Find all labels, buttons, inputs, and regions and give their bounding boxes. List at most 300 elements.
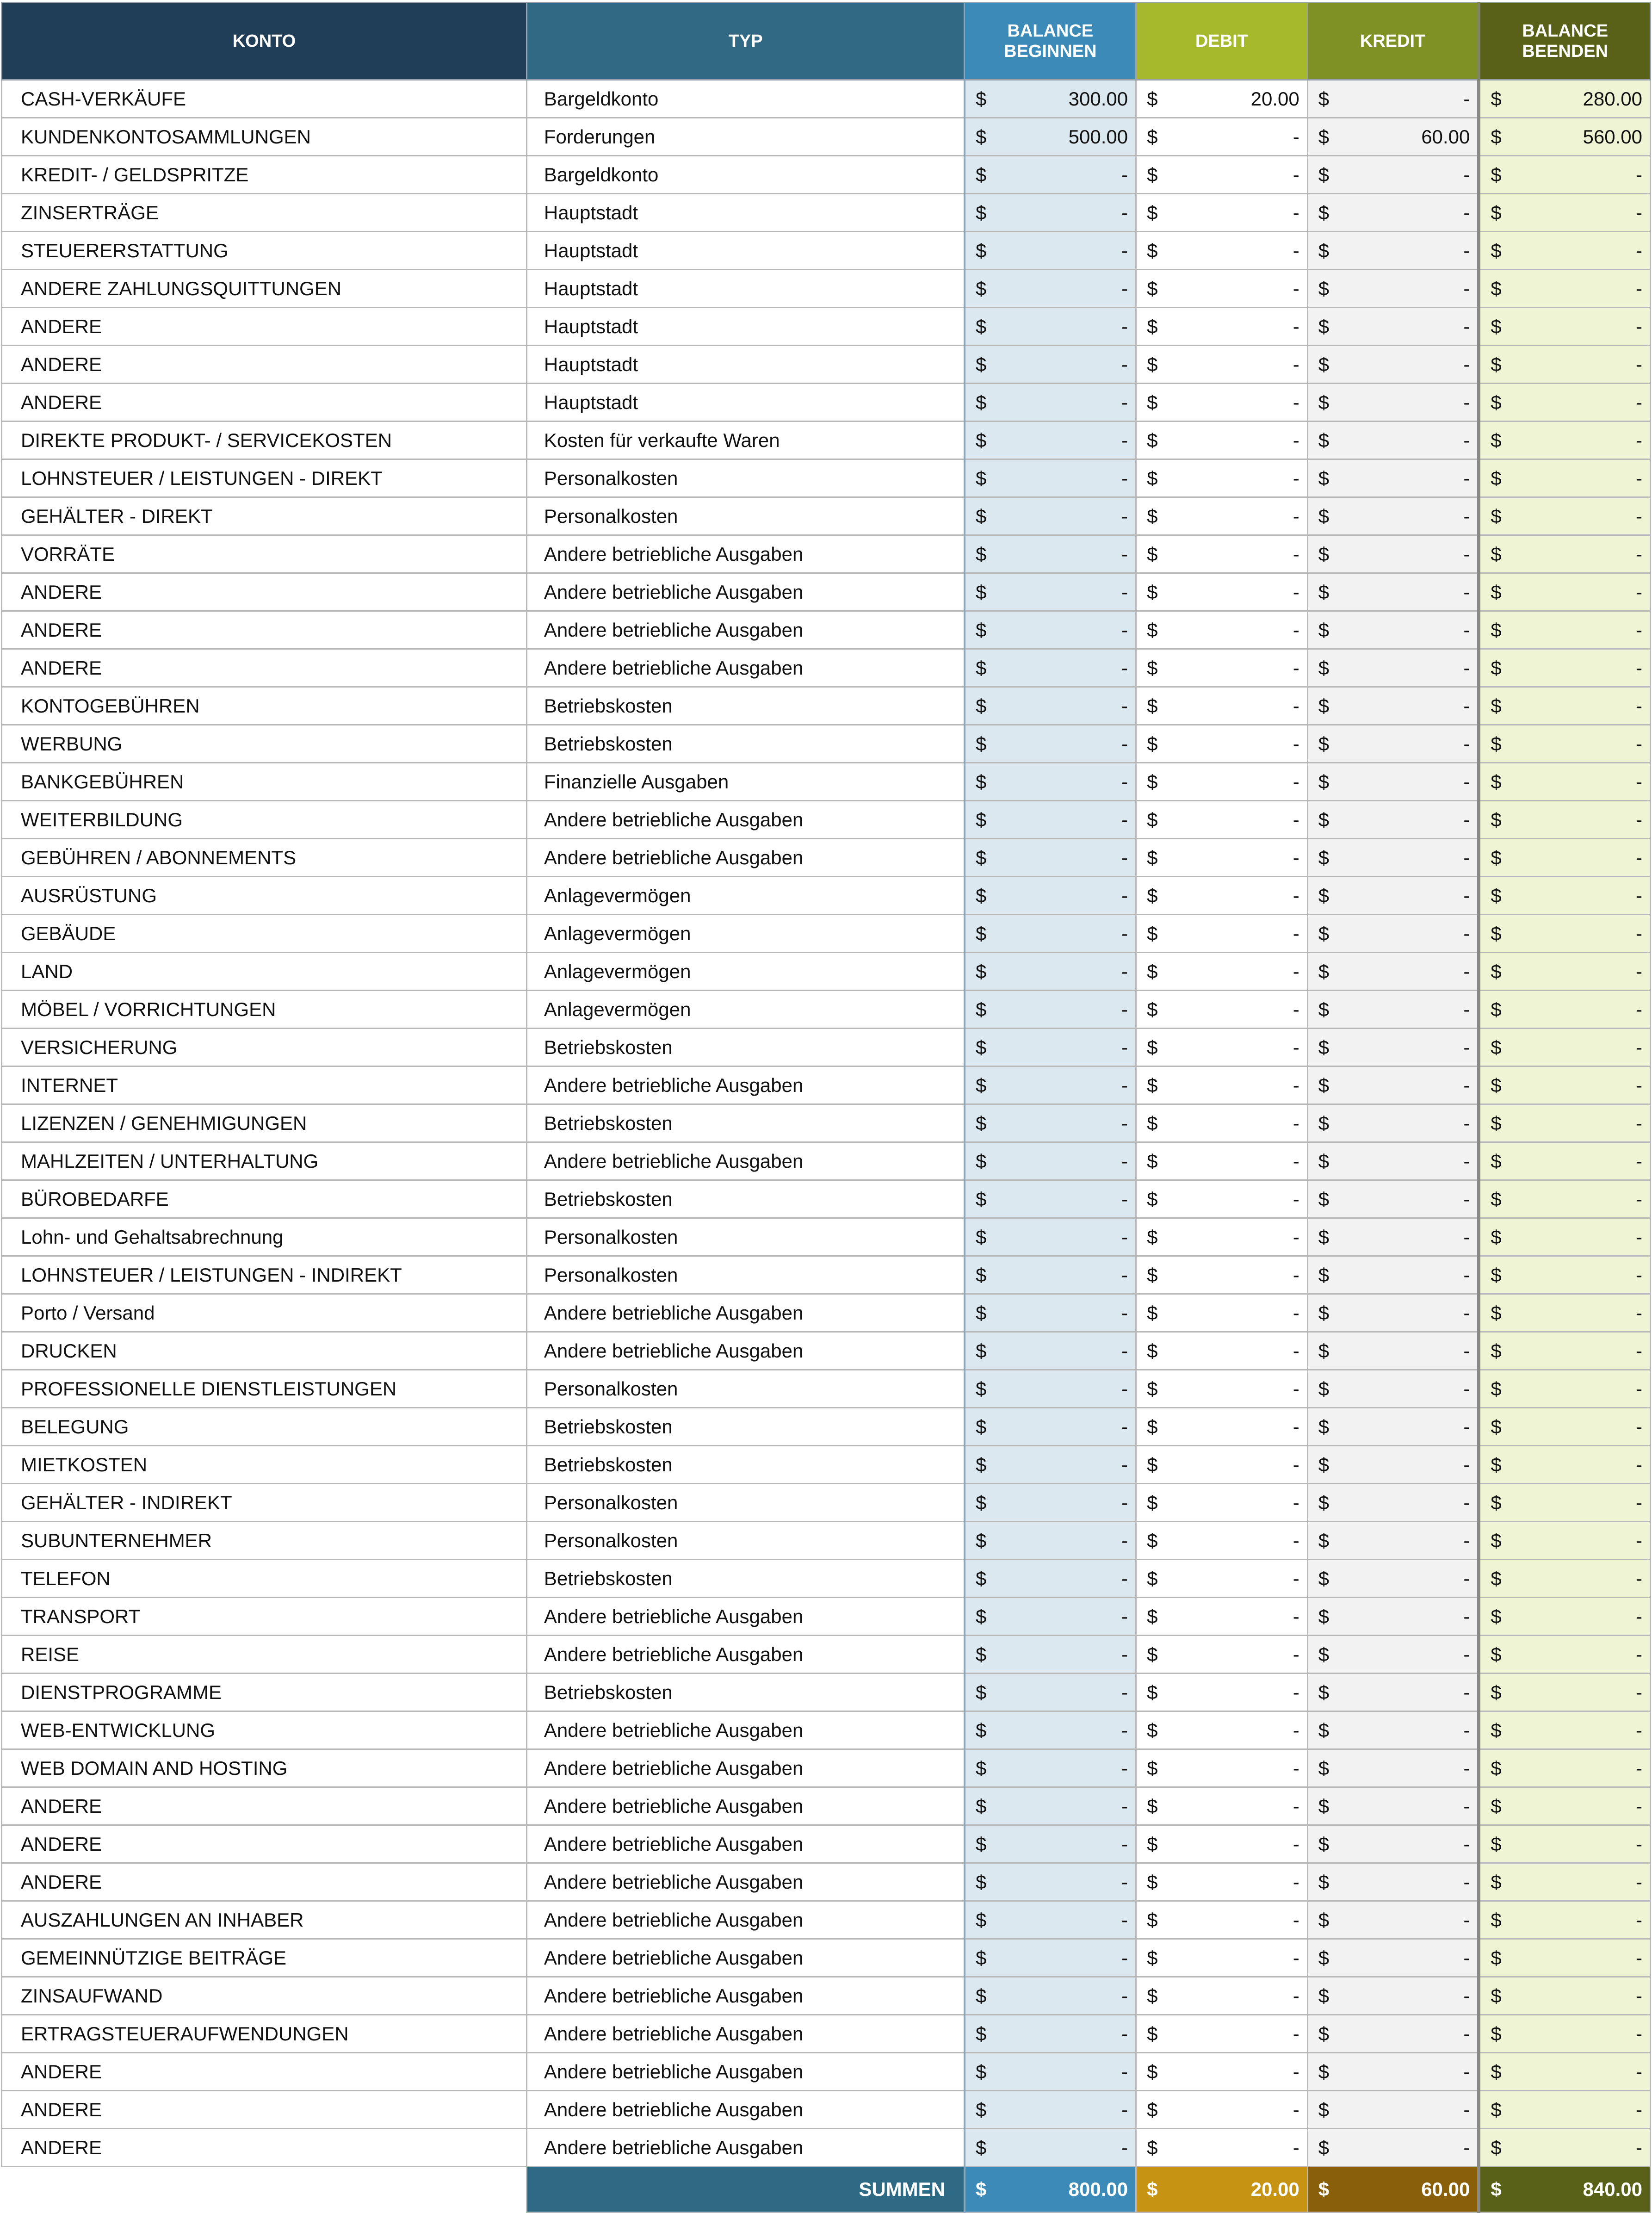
cell-balance-beenden[interactable] <box>1479 1522 1651 1560</box>
cell-balance-beenden[interactable] <box>1479 877 1651 915</box>
cell-balance-beenden[interactable] <box>1479 459 1651 497</box>
cell-typ[interactable]: Andere betriebliche Ausgaben <box>526 1787 965 1825</box>
cell-balance-beginnen[interactable] <box>965 80 1136 118</box>
cell-konto[interactable]: INTERNET <box>2 1066 527 1104</box>
cell-typ[interactable]: Andere betriebliche Ausgaben <box>526 839 965 877</box>
cell-typ[interactable]: Hauptstadt <box>526 346 965 384</box>
cell-typ[interactable]: Personalkosten <box>526 1256 965 1294</box>
cell-kredit[interactable] <box>1307 1180 1479 1218</box>
cell-balance-beginnen[interactable] <box>965 1104 1136 1142</box>
cell-debit[interactable] <box>1136 1370 1308 1408</box>
cell-kredit[interactable] <box>1307 232 1479 270</box>
cell-balance-beenden[interactable] <box>1479 232 1651 270</box>
cell-kredit[interactable] <box>1307 308 1479 346</box>
cell-balance-beginnen[interactable] <box>965 611 1136 649</box>
cell-konto[interactable]: ANDERE <box>2 611 527 649</box>
cell-debit[interactable] <box>1136 991 1308 1029</box>
cell-balance-beenden[interactable] <box>1479 1749 1651 1787</box>
cell-konto[interactable]: TELEFON <box>2 1560 527 1598</box>
cell-balance-beginnen[interactable] <box>965 156 1136 194</box>
cell-konto[interactable]: ANDERE <box>2 2053 527 2091</box>
cell-kredit[interactable] <box>1307 1939 1479 1977</box>
cell-konto[interactable]: Lohn- und Gehaltsabrechnung <box>2 1218 527 1256</box>
cell-typ[interactable]: Andere betriebliche Ausgaben <box>526 1977 965 2015</box>
cell-typ[interactable]: Personalkosten <box>526 1484 965 1522</box>
total-balance-beginnen[interactable] <box>965 2167 1136 2213</box>
cell-debit[interactable] <box>1136 877 1308 915</box>
cell-balance-beginnen[interactable] <box>965 1863 1136 1901</box>
cell-typ[interactable]: Andere betriebliche Ausgaben <box>526 611 965 649</box>
cell-konto[interactable]: ANDERE <box>2 2091 527 2129</box>
cell-balance-beenden[interactable] <box>1479 1142 1651 1180</box>
cell-typ[interactable]: Betriebskosten <box>526 1446 965 1484</box>
cell-debit[interactable] <box>1136 194 1308 232</box>
cell-balance-beginnen[interactable] <box>965 573 1136 611</box>
cell-balance-beenden[interactable] <box>1479 80 1651 118</box>
cell-balance-beenden[interactable] <box>1479 1066 1651 1104</box>
cell-debit[interactable] <box>1136 422 1308 459</box>
cell-balance-beenden[interactable] <box>1479 915 1651 953</box>
cell-balance-beenden[interactable] <box>1479 953 1651 991</box>
cell-balance-beginnen[interactable] <box>965 1218 1136 1256</box>
cell-kredit[interactable] <box>1307 2015 1479 2053</box>
cell-konto[interactable]: ERTRAGSTEUERAUFWENDUNGEN <box>2 2015 527 2053</box>
cell-kredit[interactable] <box>1307 1749 1479 1787</box>
cell-balance-beginnen[interactable] <box>965 1711 1136 1749</box>
cell-typ[interactable]: Personalkosten <box>526 459 965 497</box>
cell-balance-beenden[interactable] <box>1479 308 1651 346</box>
cell-typ[interactable]: Andere betriebliche Ausgaben <box>526 801 965 839</box>
totals-label[interactable]: SUMMEN <box>526 2167 965 2213</box>
cell-konto[interactable]: GEHÄLTER - INDIREKT <box>2 1484 527 1522</box>
cell-balance-beenden[interactable] <box>1479 1825 1651 1863</box>
cell-balance-beginnen[interactable] <box>965 308 1136 346</box>
cell-kredit[interactable] <box>1307 801 1479 839</box>
cell-balance-beenden[interactable] <box>1479 1711 1651 1749</box>
cell-balance-beenden[interactable] <box>1479 573 1651 611</box>
cell-kredit[interactable] <box>1307 649 1479 687</box>
cell-konto[interactable]: VERSICHERUNG <box>2 1029 527 1066</box>
cell-balance-beenden[interactable] <box>1479 1104 1651 1142</box>
cell-typ[interactable]: Kosten für verkaufte Waren <box>526 422 965 459</box>
cell-konto[interactable]: LAND <box>2 953 527 991</box>
cell-konto[interactable]: LIZENZEN / GENEHMIGUNGEN <box>2 1104 527 1142</box>
cell-balance-beginnen[interactable] <box>965 1332 1136 1370</box>
cell-balance-beenden[interactable] <box>1479 1901 1651 1939</box>
cell-typ[interactable]: Betriebskosten <box>526 1408 965 1446</box>
total-balance-beenden[interactable] <box>1479 2167 1651 2213</box>
cell-balance-beenden[interactable] <box>1479 1977 1651 2015</box>
cell-kredit[interactable] <box>1307 1711 1479 1749</box>
cell-kredit[interactable] <box>1307 915 1479 953</box>
cell-balance-beenden[interactable] <box>1479 801 1651 839</box>
cell-balance-beginnen[interactable] <box>965 649 1136 687</box>
column-header-balance-beginnen[interactable]: BALANCE BEGINNEN <box>965 3 1136 80</box>
cell-balance-beginnen[interactable] <box>965 687 1136 725</box>
cell-debit[interactable] <box>1136 1029 1308 1066</box>
cell-debit[interactable] <box>1136 1218 1308 1256</box>
total-kredit[interactable] <box>1307 2167 1479 2213</box>
cell-debit[interactable] <box>1136 1825 1308 1863</box>
cell-balance-beginnen[interactable] <box>965 1825 1136 1863</box>
cell-balance-beginnen[interactable] <box>965 839 1136 877</box>
cell-debit[interactable] <box>1136 953 1308 991</box>
cell-balance-beenden[interactable] <box>1479 649 1651 687</box>
column-header-konto[interactable]: KONTO <box>2 3 527 80</box>
cell-typ[interactable]: Anlagevermögen <box>526 991 965 1029</box>
cell-typ[interactable]: Andere betriebliche Ausgaben <box>526 2053 965 2091</box>
cell-balance-beginnen[interactable] <box>965 2053 1136 2091</box>
cell-konto[interactable]: CASH-VERKÄUFE <box>2 80 527 118</box>
cell-typ[interactable]: Anlagevermögen <box>526 953 965 991</box>
cell-konto[interactable]: LOHNSTEUER / LEISTUNGEN - INDIREKT <box>2 1256 527 1294</box>
cell-kredit[interactable] <box>1307 422 1479 459</box>
cell-typ[interactable]: Betriebskosten <box>526 1104 965 1142</box>
cell-debit[interactable] <box>1136 1560 1308 1598</box>
cell-kredit[interactable] <box>1307 953 1479 991</box>
cell-debit[interactable] <box>1136 725 1308 763</box>
cell-balance-beginnen[interactable] <box>965 194 1136 232</box>
cell-kredit[interactable] <box>1307 1863 1479 1901</box>
cell-konto[interactable]: GEBÄUDE <box>2 915 527 953</box>
cell-balance-beginnen[interactable] <box>965 1636 1136 1674</box>
cell-typ[interactable]: Betriebskosten <box>526 1560 965 1598</box>
cell-konto[interactable]: ZINSAUFWAND <box>2 1977 527 2015</box>
cell-typ[interactable]: Hauptstadt <box>526 194 965 232</box>
cell-balance-beenden[interactable] <box>1479 1332 1651 1370</box>
cell-balance-beginnen[interactable] <box>965 953 1136 991</box>
cell-balance-beginnen[interactable] <box>965 725 1136 763</box>
cell-konto[interactable]: ANDERE <box>2 346 527 384</box>
column-header-kredit[interactable]: KREDIT <box>1307 3 1479 80</box>
cell-typ[interactable]: Andere betriebliche Ausgaben <box>526 535 965 573</box>
cell-kredit[interactable] <box>1307 2129 1479 2167</box>
cell-balance-beenden[interactable] <box>1479 1787 1651 1825</box>
cell-typ[interactable]: Andere betriebliche Ausgaben <box>526 1332 965 1370</box>
cell-balance-beginnen[interactable] <box>965 118 1136 156</box>
cell-balance-beenden[interactable] <box>1479 384 1651 422</box>
cell-debit[interactable] <box>1136 1142 1308 1180</box>
cell-kredit[interactable] <box>1307 1294 1479 1332</box>
cell-balance-beginnen[interactable] <box>965 497 1136 535</box>
cell-konto[interactable]: WEB DOMAIN AND HOSTING <box>2 1749 527 1787</box>
cell-kredit[interactable] <box>1307 1522 1479 1560</box>
cell-balance-beginnen[interactable] <box>965 1484 1136 1522</box>
cell-debit[interactable] <box>1136 2015 1308 2053</box>
cell-debit[interactable] <box>1136 497 1308 535</box>
cell-balance-beenden[interactable] <box>1479 1939 1651 1977</box>
cell-balance-beginnen[interactable] <box>965 1142 1136 1180</box>
cell-balance-beenden[interactable] <box>1479 2015 1651 2053</box>
cell-typ[interactable]: Bargeldkonto <box>526 80 965 118</box>
cell-typ[interactable]: Andere betriebliche Ausgaben <box>526 649 965 687</box>
cell-kredit[interactable] <box>1307 1332 1479 1370</box>
cell-kredit[interactable] <box>1307 118 1479 156</box>
cell-balance-beginnen[interactable] <box>965 1674 1136 1711</box>
cell-balance-beginnen[interactable] <box>965 1256 1136 1294</box>
cell-kredit[interactable] <box>1307 1446 1479 1484</box>
cell-konto[interactable]: VORRÄTE <box>2 535 527 573</box>
cell-debit[interactable] <box>1136 384 1308 422</box>
cell-typ[interactable]: Betriebskosten <box>526 687 965 725</box>
cell-konto[interactable]: ZINSERTRÄGE <box>2 194 527 232</box>
cell-typ[interactable]: Personalkosten <box>526 1522 965 1560</box>
cell-debit[interactable] <box>1136 573 1308 611</box>
cell-balance-beenden[interactable] <box>1479 1863 1651 1901</box>
cell-balance-beginnen[interactable] <box>965 1370 1136 1408</box>
cell-debit[interactable] <box>1136 1863 1308 1901</box>
cell-debit[interactable] <box>1136 270 1308 308</box>
cell-kredit[interactable] <box>1307 1901 1479 1939</box>
cell-debit[interactable] <box>1136 535 1308 573</box>
cell-konto[interactable]: PROFESSIONELLE DIENSTLEISTUNGEN <box>2 1370 527 1408</box>
cell-konto[interactable]: BANKGEBÜHREN <box>2 763 527 801</box>
cell-kredit[interactable] <box>1307 270 1479 308</box>
cell-kredit[interactable] <box>1307 725 1479 763</box>
cell-typ[interactable]: Betriebskosten <box>526 1674 965 1711</box>
cell-balance-beenden[interactable] <box>1479 156 1651 194</box>
cell-kredit[interactable] <box>1307 497 1479 535</box>
cell-balance-beenden[interactable] <box>1479 839 1651 877</box>
cell-balance-beginnen[interactable] <box>965 1749 1136 1787</box>
cell-konto[interactable]: ANDERE <box>2 1863 527 1901</box>
cell-konto[interactable]: WEITERBILDUNG <box>2 801 527 839</box>
column-header-balance-beenden[interactable]: BALANCE BEENDEN <box>1479 3 1651 80</box>
cell-konto[interactable]: ANDERE <box>2 1787 527 1825</box>
cell-typ[interactable]: Forderungen <box>526 118 965 156</box>
cell-balance-beginnen[interactable] <box>965 1522 1136 1560</box>
cell-konto[interactable]: MÖBEL / VORRICHTUNGEN <box>2 991 527 1029</box>
cell-kredit[interactable] <box>1307 1787 1479 1825</box>
cell-balance-beginnen[interactable] <box>965 1066 1136 1104</box>
cell-balance-beenden[interactable] <box>1479 1218 1651 1256</box>
cell-kredit[interactable] <box>1307 991 1479 1029</box>
cell-balance-beginnen[interactable] <box>965 1787 1136 1825</box>
cell-balance-beginnen[interactable] <box>965 915 1136 953</box>
cell-balance-beginnen[interactable] <box>965 2129 1136 2167</box>
cell-konto[interactable]: ANDERE <box>2 384 527 422</box>
cell-kredit[interactable] <box>1307 1598 1479 1636</box>
cell-balance-beenden[interactable] <box>1479 1674 1651 1711</box>
cell-kredit[interactable] <box>1307 877 1479 915</box>
cell-typ[interactable]: Finanzielle Ausgaben <box>526 763 965 801</box>
cell-konto[interactable]: BÜROBEDARFE <box>2 1180 527 1218</box>
cell-balance-beenden[interactable] <box>1479 1598 1651 1636</box>
cell-kredit[interactable] <box>1307 1636 1479 1674</box>
cell-balance-beginnen[interactable] <box>965 1408 1136 1446</box>
cell-debit[interactable] <box>1136 2091 1308 2129</box>
cell-balance-beenden[interactable] <box>1479 1256 1651 1294</box>
cell-typ[interactable]: Andere betriebliche Ausgaben <box>526 1711 965 1749</box>
cell-kredit[interactable] <box>1307 1977 1479 2015</box>
cell-debit[interactable] <box>1136 1294 1308 1332</box>
cell-typ[interactable]: Anlagevermögen <box>526 877 965 915</box>
cell-kredit[interactable] <box>1307 1408 1479 1446</box>
cell-konto[interactable]: ANDERE <box>2 1825 527 1863</box>
cell-balance-beenden[interactable] <box>1479 535 1651 573</box>
cell-debit[interactable] <box>1136 915 1308 953</box>
cell-konto[interactable]: TRANSPORT <box>2 1598 527 1636</box>
cell-konto[interactable]: DRUCKEN <box>2 1332 527 1370</box>
cell-kredit[interactable] <box>1307 573 1479 611</box>
cell-typ[interactable]: Anlagevermögen <box>526 915 965 953</box>
cell-balance-beenden[interactable] <box>1479 2091 1651 2129</box>
cell-debit[interactable] <box>1136 649 1308 687</box>
cell-balance-beenden[interactable] <box>1479 497 1651 535</box>
cell-konto[interactable]: ANDERE <box>2 649 527 687</box>
cell-typ[interactable]: Andere betriebliche Ausgaben <box>526 1901 965 1939</box>
cell-kredit[interactable] <box>1307 1256 1479 1294</box>
cell-debit[interactable] <box>1136 1636 1308 1674</box>
cell-balance-beginnen[interactable] <box>965 459 1136 497</box>
cell-typ[interactable]: Andere betriebliche Ausgaben <box>526 1636 965 1674</box>
cell-typ[interactable]: Andere betriebliche Ausgaben <box>526 1598 965 1636</box>
cell-debit[interactable] <box>1136 1674 1308 1711</box>
cell-kredit[interactable] <box>1307 459 1479 497</box>
cell-balance-beginnen[interactable] <box>965 2015 1136 2053</box>
cell-konto[interactable]: DIREKTE PRODUKT- / SERVICEKOSTEN <box>2 422 527 459</box>
cell-balance-beenden[interactable] <box>1479 194 1651 232</box>
cell-kredit[interactable] <box>1307 156 1479 194</box>
cell-typ[interactable]: Betriebskosten <box>526 725 965 763</box>
cell-debit[interactable] <box>1136 308 1308 346</box>
cell-balance-beenden[interactable] <box>1479 346 1651 384</box>
cell-konto[interactable]: ANDERE <box>2 308 527 346</box>
cell-debit[interactable] <box>1136 1749 1308 1787</box>
cell-debit[interactable] <box>1136 687 1308 725</box>
cell-typ[interactable]: Personalkosten <box>526 497 965 535</box>
cell-kredit[interactable] <box>1307 1484 1479 1522</box>
cell-balance-beenden[interactable] <box>1479 725 1651 763</box>
cell-balance-beenden[interactable] <box>1479 1408 1651 1446</box>
cell-balance-beginnen[interactable] <box>965 422 1136 459</box>
cell-kredit[interactable] <box>1307 1029 1479 1066</box>
cell-typ[interactable]: Andere betriebliche Ausgaben <box>526 573 965 611</box>
cell-typ[interactable]: Hauptstadt <box>526 270 965 308</box>
cell-kredit[interactable] <box>1307 1066 1479 1104</box>
cell-konto[interactable]: LOHNSTEUER / LEISTUNGEN - DIREKT <box>2 459 527 497</box>
cell-balance-beenden[interactable] <box>1479 1636 1651 1674</box>
cell-balance-beenden[interactable] <box>1479 1560 1651 1598</box>
cell-debit[interactable] <box>1136 1711 1308 1749</box>
cell-typ[interactable]: Hauptstadt <box>526 308 965 346</box>
cell-kredit[interactable] <box>1307 1142 1479 1180</box>
cell-konto[interactable]: AUSRÜSTUNG <box>2 877 527 915</box>
cell-balance-beginnen[interactable] <box>965 991 1136 1029</box>
cell-debit[interactable] <box>1136 763 1308 801</box>
cell-balance-beginnen[interactable] <box>965 801 1136 839</box>
cell-debit[interactable] <box>1136 1256 1308 1294</box>
cell-balance-beenden[interactable] <box>1479 1370 1651 1408</box>
cell-typ[interactable]: Andere betriebliche Ausgaben <box>526 1863 965 1901</box>
cell-konto[interactable]: KONTOGEBÜHREN <box>2 687 527 725</box>
cell-kredit[interactable] <box>1307 611 1479 649</box>
cell-kredit[interactable] <box>1307 346 1479 384</box>
cell-kredit[interactable] <box>1307 763 1479 801</box>
cell-typ[interactable]: Andere betriebliche Ausgaben <box>526 1066 965 1104</box>
cell-balance-beginnen[interactable] <box>965 232 1136 270</box>
cell-typ[interactable]: Betriebskosten <box>526 1029 965 1066</box>
cell-debit[interactable] <box>1136 1787 1308 1825</box>
cell-debit[interactable] <box>1136 1180 1308 1218</box>
cell-typ[interactable]: Betriebskosten <box>526 1180 965 1218</box>
cell-balance-beenden[interactable] <box>1479 1180 1651 1218</box>
cell-typ[interactable]: Personalkosten <box>526 1218 965 1256</box>
cell-kredit[interactable] <box>1307 687 1479 725</box>
cell-balance-beenden[interactable] <box>1479 1029 1651 1066</box>
cell-balance-beginnen[interactable] <box>965 763 1136 801</box>
cell-typ[interactable]: Hauptstadt <box>526 232 965 270</box>
cell-debit[interactable] <box>1136 611 1308 649</box>
cell-debit[interactable] <box>1136 1408 1308 1446</box>
cell-balance-beenden[interactable] <box>1479 422 1651 459</box>
cell-debit[interactable] <box>1136 839 1308 877</box>
cell-balance-beenden[interactable] <box>1479 611 1651 649</box>
cell-konto[interactable]: STEUERERSTATTUNG <box>2 232 527 270</box>
cell-konto[interactable]: Porto / Versand <box>2 1294 527 1332</box>
cell-debit[interactable] <box>1136 1598 1308 1636</box>
cell-konto[interactable]: ANDERE ZAHLUNGSQUITTUNGEN <box>2 270 527 308</box>
cell-debit[interactable] <box>1136 1332 1308 1370</box>
cell-konto[interactable]: MIETKOSTEN <box>2 1446 527 1484</box>
cell-konto[interactable]: BELEGUNG <box>2 1408 527 1446</box>
cell-konto[interactable]: GEBÜHREN / ABONNEMENTS <box>2 839 527 877</box>
cell-debit[interactable] <box>1136 80 1308 118</box>
cell-konto[interactable]: WEB-ENTWICKLUNG <box>2 1711 527 1749</box>
cell-konto[interactable]: KREDIT- / GELDSPRITZE <box>2 156 527 194</box>
column-header-debit[interactable]: DEBIT <box>1136 3 1308 80</box>
cell-konto[interactable]: ANDERE <box>2 2129 527 2167</box>
cell-balance-beenden[interactable] <box>1479 270 1651 308</box>
cell-debit[interactable] <box>1136 2053 1308 2091</box>
cell-kredit[interactable] <box>1307 1370 1479 1408</box>
cell-debit[interactable] <box>1136 1977 1308 2015</box>
cell-balance-beginnen[interactable] <box>965 535 1136 573</box>
cell-balance-beginnen[interactable] <box>965 1560 1136 1598</box>
cell-debit[interactable] <box>1136 459 1308 497</box>
cell-balance-beginnen[interactable] <box>965 877 1136 915</box>
cell-kredit[interactable] <box>1307 1825 1479 1863</box>
cell-balance-beginnen[interactable] <box>965 2091 1136 2129</box>
cell-typ[interactable]: Hauptstadt <box>526 384 965 422</box>
cell-balance-beginnen[interactable] <box>965 346 1136 384</box>
cell-typ[interactable]: Bargeldkonto <box>526 156 965 194</box>
cell-debit[interactable] <box>1136 118 1308 156</box>
cell-debit[interactable] <box>1136 1901 1308 1939</box>
cell-debit[interactable] <box>1136 1939 1308 1977</box>
cell-balance-beginnen[interactable] <box>965 1598 1136 1636</box>
cell-konto[interactable]: DIENSTPROGRAMME <box>2 1674 527 1711</box>
cell-typ[interactable]: Personalkosten <box>526 1370 965 1408</box>
cell-typ[interactable]: Andere betriebliche Ausgaben <box>526 2091 965 2129</box>
cell-debit[interactable] <box>1136 232 1308 270</box>
cell-typ[interactable]: Andere betriebliche Ausgaben <box>526 1825 965 1863</box>
cell-kredit[interactable] <box>1307 194 1479 232</box>
column-header-typ[interactable]: TYP <box>526 3 965 80</box>
cell-kredit[interactable] <box>1307 2053 1479 2091</box>
cell-kredit[interactable] <box>1307 1218 1479 1256</box>
cell-typ[interactable]: Andere betriebliche Ausgaben <box>526 1294 965 1332</box>
cell-kredit[interactable] <box>1307 1674 1479 1711</box>
cell-balance-beenden[interactable] <box>1479 687 1651 725</box>
cell-typ[interactable]: Andere betriebliche Ausgaben <box>526 2015 965 2053</box>
cell-balance-beginnen[interactable] <box>965 384 1136 422</box>
cell-debit[interactable] <box>1136 1522 1308 1560</box>
cell-typ[interactable]: Andere betriebliche Ausgaben <box>526 1142 965 1180</box>
cell-balance-beginnen[interactable] <box>965 270 1136 308</box>
cell-konto[interactable]: GEMEINNÜTZIGE BEITRÄGE <box>2 1939 527 1977</box>
cell-konto[interactable]: KUNDENKONTOSAMMLUNGEN <box>2 118 527 156</box>
